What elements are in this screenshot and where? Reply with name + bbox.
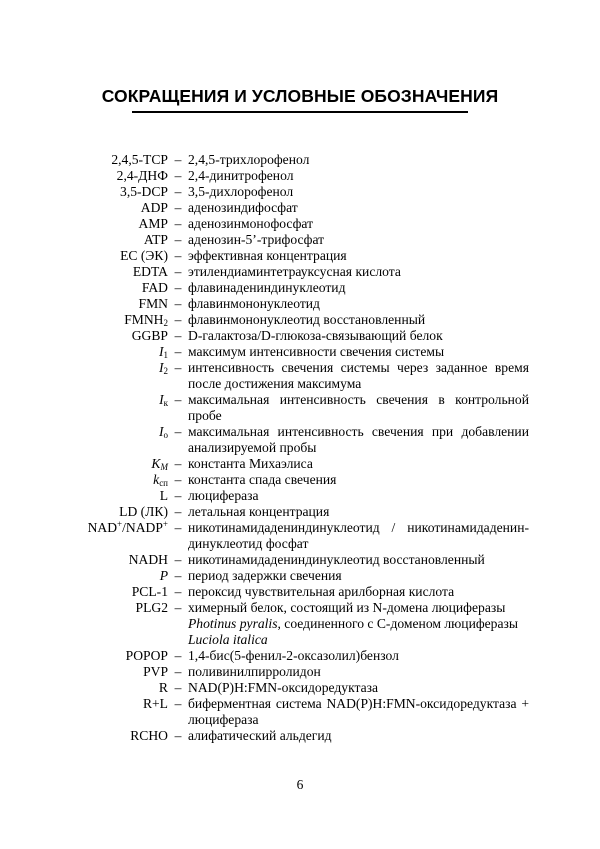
- species-name: Luciola italica: [188, 632, 268, 647]
- definition: флавинмононуклеотид восстановленный: [188, 312, 426, 327]
- abbreviation: 3,5-DCP: [120, 184, 168, 199]
- definition: аденозинмонофосфат: [188, 216, 314, 231]
- abbreviation: ADP: [140, 200, 168, 215]
- abbreviation-subscript: M: [160, 462, 168, 472]
- abbreviation-main: I: [158, 344, 164, 359]
- list-item: [0, 504, 600, 520]
- abbreviation: POPOP: [125, 648, 168, 663]
- list-item: [0, 168, 600, 184]
- abbreviation: LD (ЛК): [119, 504, 168, 519]
- abbreviation: R: [158, 680, 168, 695]
- definition: биферментная система NAD(P)H:FMN-оксидоредуктаза + люцифераза: [188, 696, 529, 727]
- definition: никотинамидадениндинуклеотид восстановленный: [188, 552, 485, 567]
- definition: D-галактоза/D-глюкоза-связывающий белок: [188, 328, 443, 343]
- dash: –: [174, 520, 182, 535]
- list-item: [0, 680, 600, 696]
- list-item: [0, 520, 600, 552]
- abbreviation: 2,4,5-ТСР: [111, 152, 168, 167]
- abbreviation-main: I: [159, 392, 164, 407]
- list-item: [0, 648, 600, 664]
- dash: –: [174, 328, 182, 343]
- abbreviation-subscript: сп: [159, 478, 168, 488]
- list-item: [0, 344, 600, 360]
- abbreviation: RCHO: [130, 728, 168, 743]
- page-title: СОКРАЩЕНИЯ И УСЛОВНЫЕ ОБОЗНАЧЕНИЯ: [101, 86, 499, 106]
- dash: –: [174, 568, 182, 583]
- abbreviation: EC (ЭК): [120, 248, 168, 263]
- dash: –: [174, 488, 182, 503]
- definition: никотинамидадениндинуклеотид / никотинамидаденин-динуклеотид фосфат: [188, 520, 529, 551]
- list-item: [0, 280, 600, 296]
- abbreviation: P: [159, 568, 168, 583]
- definition: пероксид чувствительная арилборная кислота: [188, 584, 455, 599]
- dash: –: [174, 184, 182, 199]
- abbreviation: [88, 520, 168, 536]
- abbreviation: ATP: [143, 232, 168, 247]
- list-item: [0, 696, 600, 728]
- abbreviation-list: [0, 152, 600, 744]
- definition-text: , соединенного с С-доменом люциферазы: [277, 616, 519, 631]
- definition: константа спада свечения: [188, 472, 337, 487]
- abbreviation-main: I: [158, 360, 164, 375]
- abbreviation: [159, 424, 168, 440]
- abbreviation: [124, 312, 168, 328]
- dash: –: [174, 456, 182, 471]
- definition: 3,5-дихлорофенол: [188, 184, 294, 199]
- dash: –: [174, 168, 182, 183]
- abbreviation-subscript: 1: [163, 350, 168, 360]
- dash: –: [174, 248, 182, 263]
- abbreviation-superscript: +: [162, 519, 168, 529]
- list-item: [0, 152, 600, 168]
- definition: максимальная интенсивность свечения в контрольной пробе: [188, 392, 529, 423]
- definition: 2,4-динитрофенол: [188, 168, 294, 183]
- list-item: [0, 472, 600, 488]
- dash: –: [174, 152, 182, 167]
- list-item: [0, 584, 600, 600]
- definition: NAD(P)H:FMN-оксидоредуктаза: [188, 680, 379, 695]
- dash: –: [174, 296, 182, 311]
- definition: алифатический альдегид: [188, 728, 332, 743]
- dash: –: [174, 280, 182, 295]
- abbreviation-subscript: к: [163, 398, 168, 408]
- abbreviation: [153, 472, 168, 488]
- page-number: 6: [296, 777, 304, 792]
- list-item: [0, 456, 600, 472]
- list-item: [0, 200, 600, 216]
- definition: аденозиндифосфат: [188, 200, 298, 215]
- list-item: [0, 392, 600, 424]
- abbreviation: GGBP: [131, 328, 168, 343]
- abbreviation: EDTA: [132, 264, 168, 279]
- dash: –: [174, 424, 182, 439]
- list-item: [0, 424, 600, 456]
- list-item: [0, 296, 600, 312]
- dash: –: [174, 728, 182, 743]
- list-item: [0, 728, 600, 744]
- list-item: [0, 488, 600, 504]
- abbreviation: FAD: [141, 280, 168, 295]
- dash: –: [174, 264, 182, 279]
- dash: –: [174, 360, 182, 375]
- dash: –: [174, 504, 182, 519]
- abbreviation: FMN: [138, 296, 168, 311]
- abbreviation-main: FMNH: [124, 312, 164, 327]
- definition: [188, 600, 529, 648]
- abbreviation: L: [159, 488, 168, 503]
- definition: люцифераза: [188, 488, 259, 503]
- dash: –: [174, 584, 182, 599]
- abbreviation: PVP: [143, 664, 168, 679]
- dash: –: [174, 232, 182, 247]
- abbreviation-subscript: 2: [163, 366, 168, 376]
- definition: эффективная концентрация: [188, 248, 347, 263]
- list-item: [0, 360, 600, 392]
- abbreviation-main: k: [153, 472, 160, 487]
- list-item: [0, 328, 600, 344]
- abbreviation: PLG2: [135, 600, 168, 615]
- definition: 2,4,5-трихлорофенол: [188, 152, 310, 167]
- dash: –: [174, 392, 182, 407]
- list-item: [0, 184, 600, 200]
- dash: –: [174, 472, 182, 487]
- dash: –: [174, 552, 182, 567]
- list-item: [0, 600, 600, 648]
- list-item: [0, 568, 600, 584]
- list-item: [0, 216, 600, 232]
- abbreviation-part: NAD: [87, 520, 118, 535]
- definition: 1,4-бис(5-фенил-2-оксазолил)бензол: [188, 648, 399, 663]
- abbreviation-main: I: [158, 424, 164, 439]
- list-item: [0, 264, 600, 280]
- dash: –: [174, 200, 182, 215]
- definition: флавинадениндинуклеотид: [188, 280, 346, 295]
- abbreviation-superscript: +: [117, 519, 123, 529]
- list-item: [0, 664, 600, 680]
- title-underline: [132, 111, 468, 113]
- dash: –: [174, 216, 182, 231]
- species-name: Photinus pyralis: [188, 616, 278, 631]
- abbreviation-subscript: о: [163, 430, 168, 440]
- abbreviation: [159, 360, 168, 376]
- dash: –: [174, 648, 182, 663]
- definition: флавинмононуклеотид: [188, 296, 320, 311]
- definition: поливинилпирролидон: [188, 664, 321, 679]
- abbreviation: [159, 344, 168, 360]
- abbreviation: [159, 392, 168, 408]
- definition: летальная концентрация: [188, 504, 330, 519]
- definition: аденозин-5’-трифосфат: [188, 232, 325, 247]
- definition: этилендиаминтетрауксусная кислота: [188, 264, 401, 279]
- list-item: [0, 312, 600, 328]
- abbreviation-part: /NADP: [122, 520, 163, 535]
- definition: максимум интенсивности свечения системы: [188, 344, 445, 359]
- abbreviation: [151, 456, 168, 472]
- list-item: [0, 552, 600, 568]
- abbreviation: NADH: [128, 552, 168, 567]
- dash: –: [174, 312, 182, 327]
- definition: период задержки свечения: [188, 568, 342, 583]
- dash: –: [174, 664, 182, 679]
- dash: –: [174, 680, 182, 695]
- abbreviation-main: K: [151, 456, 161, 471]
- definition: интенсивность свечения системы через заданное время после достижения максимума: [188, 360, 529, 391]
- abbreviation: AMP: [138, 216, 168, 231]
- list-item: [0, 232, 600, 248]
- abbreviation: 2,4-ДНФ: [116, 168, 168, 183]
- definition-text: химерный белок, состоящий из N-домена люциферазы: [188, 600, 506, 615]
- dash: –: [174, 696, 182, 711]
- list-item: [0, 248, 600, 264]
- abbreviation-subscript: 2: [163, 318, 168, 328]
- dash: –: [174, 344, 182, 359]
- definition: константа Михаэлиса: [188, 456, 313, 471]
- definition: максимальная интенсивность свечения при добавлении анализируемой пробы: [188, 424, 529, 455]
- abbreviation: PCL-1: [131, 584, 168, 599]
- abbreviation: R+L: [142, 696, 168, 711]
- dash: –: [174, 600, 182, 615]
